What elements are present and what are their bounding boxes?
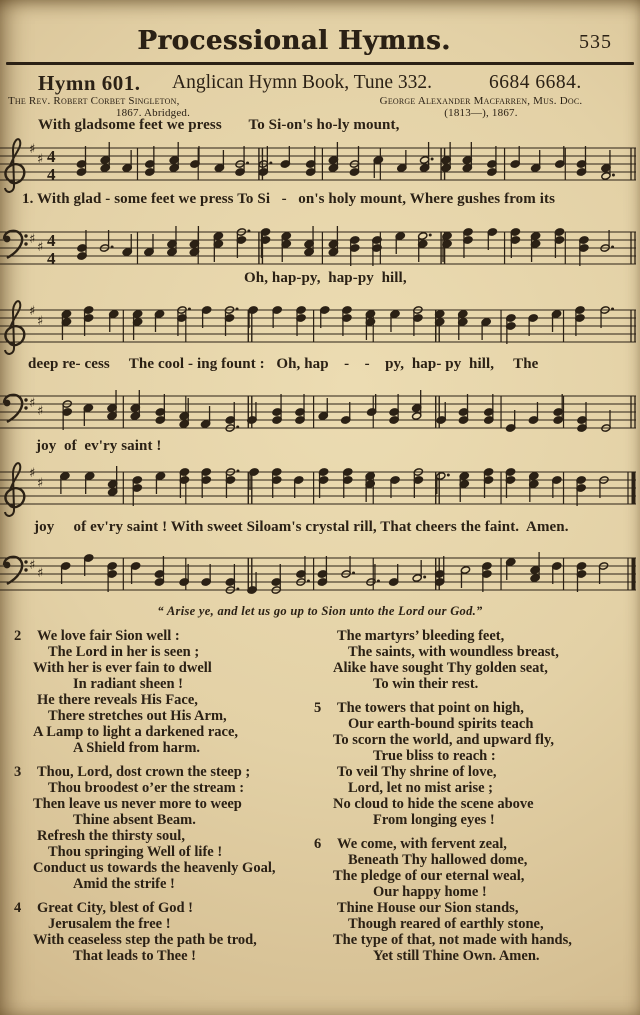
verse-line: To veil Thy shrine of love, <box>337 764 497 780</box>
verses-column-right <box>313 628 635 972</box>
hymn-number: Hymn 601. <box>38 71 141 95</box>
verse-line: Jerusalem the free ! <box>48 916 171 932</box>
verse-line: A Lamp to light a darkened race, <box>33 724 239 740</box>
composer-attribution <box>330 95 632 119</box>
svg-text:♯: ♯ <box>29 232 36 247</box>
svg-text:♯: ♯ <box>37 404 44 419</box>
verse-line: The type of that, not made with hands, <box>333 932 572 948</box>
scripture-quote: “ Arise ye, and let us go up to Sion unto the Lord our God.” <box>157 604 483 618</box>
verse-stanza <box>313 628 635 692</box>
verse-line: Great City, blest of God ! <box>37 900 193 916</box>
verse-line: A Shield from harm. <box>73 740 201 756</box>
author-attribution <box>8 95 298 119</box>
lyric-line-3: deep re- cess The cool - ing fount : Oh, hap - - py, hap- py hill, The <box>28 356 539 372</box>
verse-stanza <box>313 836 635 964</box>
author-name: The Rev. Robert Corbet Singleton, <box>8 95 180 107</box>
svg-text:♯: ♯ <box>37 566 44 581</box>
verse-line: From longing eyes ! <box>373 812 495 828</box>
svg-text:♯: ♯ <box>29 142 36 157</box>
music-staff-treble-1 <box>0 136 640 196</box>
verse-number: 5 <box>314 700 322 716</box>
music-staff-bass-2 <box>0 384 640 444</box>
hymn-meter: 6684 6684. <box>489 72 582 93</box>
music-staff-treble-3 <box>0 460 640 520</box>
hymn-book-source: Anglican Hymn Book, Tune 332. <box>172 72 433 93</box>
verse-stanza <box>13 764 318 892</box>
lyric-line-2: Oh, hap-py, hap-py hill, <box>244 270 407 286</box>
verse-line: The martyrs’ bleeding feet, <box>337 628 505 644</box>
lyric-heading: With gladsome feet we press To Si-on's ho-ly mount, <box>38 117 400 133</box>
svg-text:4: 4 <box>47 249 56 268</box>
verse-line: Our earth-bound spirits teach <box>348 716 534 732</box>
svg-text:♯: ♯ <box>37 314 44 329</box>
verse-line: Then leave us never more to weep <box>33 796 242 812</box>
verse-line: The Lord in her is seen ; <box>48 644 200 660</box>
verse-line: Thine absent Beam. <box>73 812 196 828</box>
svg-text:♯: ♯ <box>37 476 44 491</box>
verse-line: Thine House our Sion stands, <box>337 900 519 916</box>
svg-text:4: 4 <box>47 231 56 250</box>
verse-line: With ceaseless step the path be trod, <box>33 932 257 948</box>
verse-number: 4 <box>14 900 22 916</box>
verse-line: The saints, with woundless breast, <box>348 644 559 660</box>
svg-text:♯: ♯ <box>29 396 36 411</box>
verse-line: Conduct us towards the heavenly Goal, <box>33 860 276 876</box>
verse-line: He there reveals His Face, <box>37 692 198 708</box>
verse-number: 2 <box>14 628 22 644</box>
composer-name: George Alexander Macfarren, Mus. Doc. <box>379 95 583 107</box>
header-rule <box>6 62 634 65</box>
svg-text:♯: ♯ <box>29 466 36 481</box>
verse-line: Beneath Thy hallowed dome, <box>348 852 528 868</box>
verse-line: Refresh the thirsty soul, <box>37 828 185 844</box>
verse-line: In radiant sheen ! <box>73 676 183 692</box>
verse-line: Though reared of earthly stone, <box>348 916 544 932</box>
verse-line: Amid the strife ! <box>73 876 175 892</box>
verse-stanza <box>313 700 635 828</box>
composer-date: (1813—), 1867. <box>444 107 518 119</box>
verse-number: 6 <box>314 836 322 852</box>
verse-line: The pledge of our eternal weal, <box>333 868 525 884</box>
verse-line: No cloud to hide the scene above <box>333 796 534 812</box>
verse-line: We come, with fervent zeal, <box>337 836 507 852</box>
svg-text:4: 4 <box>47 165 56 184</box>
page-header-title: Processional Hymns. <box>137 26 451 56</box>
verse-line: With her is ever fain to dwell <box>33 660 212 676</box>
verse-line: That leads to Thee ! <box>73 948 196 964</box>
verses-column-left <box>13 628 318 972</box>
verse-line: Thou, Lord, dost crown the steep ; <box>37 764 251 780</box>
lyric-line-4: joy of ev'ry saint ! <box>36 438 162 454</box>
verse-line: Alike have sought Thy golden seat, <box>333 660 548 676</box>
verse-line: Thou springing Well of life ! <box>48 844 223 860</box>
verse-line: Thou broodest o’er the stream : <box>48 780 245 796</box>
verse-line: True bliss to reach : <box>373 748 496 764</box>
verse-line: The towers that point on high, <box>337 700 524 716</box>
svg-text:♯: ♯ <box>29 304 36 319</box>
svg-text:♯: ♯ <box>29 558 36 573</box>
verse-stanza <box>13 628 318 756</box>
lyric-line-5: joy of ev'ry saint ! With sweet Siloam's crystal rill, That cheers the faint. Amen. <box>34 519 569 535</box>
verse-line: Lord, let no mist arise ; <box>348 780 493 796</box>
music-staff-bass-3 <box>0 546 640 606</box>
verse-line: To scorn the world, and upward fly, <box>333 732 555 748</box>
music-staff-treble-2 <box>0 298 640 358</box>
svg-text:♯: ♯ <box>37 152 44 167</box>
page-number: 535 <box>579 31 612 53</box>
verse-line: To win their rest. <box>373 676 479 692</box>
verse-line: There stretches out His Arm, <box>48 708 227 724</box>
svg-text:♯: ♯ <box>37 240 44 255</box>
verse-number: 3 <box>14 764 22 780</box>
verse-line: Yet still Thine Own. Amen. <box>373 948 540 964</box>
verse-line: We love fair Sion well : <box>37 628 180 644</box>
author-date: 1867. Abridged. <box>115 107 191 119</box>
verse-stanza <box>13 900 318 964</box>
verse-line: Our happy home ! <box>373 884 487 900</box>
lyric-line-1: 1. With glad - some feet we press To Si - on's holy mount, Where gushes from its <box>22 191 556 207</box>
svg-text:4: 4 <box>47 147 56 166</box>
